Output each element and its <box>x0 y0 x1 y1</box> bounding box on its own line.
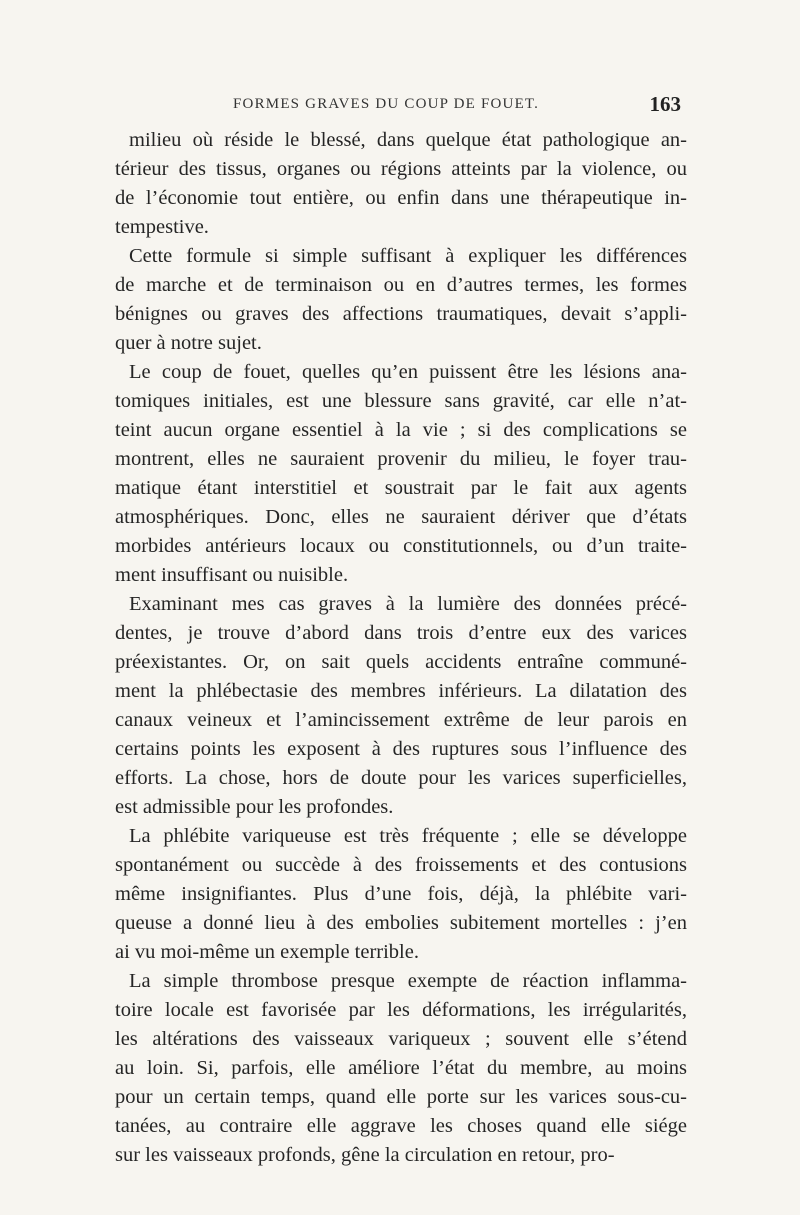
text-line: quer à notre sujet. <box>115 332 262 354</box>
text-line: milieu où réside le blessé, dans quelque état pathologique an- <box>129 129 687 151</box>
text-line: ment insuffisant ou nuisible. <box>115 564 349 586</box>
page-number: 163 <box>649 92 681 116</box>
text-line: au loin. Si, parfois, elle améliore l’état du membre, au moins <box>115 1057 687 1079</box>
text-line: morbides antérieurs locaux ou constitutionnels, ou d’un traite- <box>115 535 687 557</box>
text-line: dentes, je trouve d’abord dans trois d’entre eux des varices <box>115 622 687 644</box>
text-line: toire locale est favorisée par les déformations, les irrégularités, <box>115 999 687 1021</box>
text-line: certains points les exposent à des ruptures sous l’influence des <box>115 738 687 760</box>
text-line: queuse a donné lieu à des embolies subitement mortelles : j’en <box>115 912 687 934</box>
text-line: est admissible pour les profondes. <box>115 796 394 818</box>
text-line: La simple thrombose presque exempte de réaction inflamma- <box>129 970 687 992</box>
text-line: sur les vaisseaux profonds, gêne la circulation en retour, pro- <box>115 1144 615 1166</box>
text-line: canaux veineux et l’amincissement extrême de leur parois en <box>115 709 687 731</box>
text-line: tomiques initiales, est une blessure sans gravité, car elle n’at- <box>115 390 687 412</box>
text-line: préexistantes. Or, on sait quels accidents entraîne communé- <box>115 651 687 673</box>
text-line: spontanément ou succède à des froissements et des contusions <box>115 854 687 876</box>
text-line: matique étant interstitiel et soustrait par le fait aux agents <box>115 477 687 499</box>
body-text <box>115 126 687 1170</box>
text-line: La phlébite variqueuse est très fréquente ; elle se développe <box>129 825 687 847</box>
text-line: bénignes ou graves des affections traumatiques, devait s’appli- <box>115 303 687 325</box>
text-line: Le coup de fouet, quelles qu’en puissent être les lésions ana- <box>129 361 687 383</box>
text-line: térieur des tissus, organes ou régions atteints par la violence, ou <box>115 158 687 180</box>
text-line: atmosphériques. Donc, elles ne sauraient dériver que d’états <box>115 506 687 528</box>
text-line: teint aucun organe essentiel à la vie ; si des complications se <box>115 419 687 441</box>
text-line: tanées, au contraire elle aggrave les choses quand elle siége <box>115 1115 687 1137</box>
text-line: montrent, elles ne sauraient provenir du milieu, le foyer trau- <box>115 448 687 470</box>
text-line: ment la phlébectasie des membres inférieurs. La dilatation des <box>115 680 687 702</box>
page-header <box>115 94 685 120</box>
text-line: de l’économie tout entière, ou enfin dans une thérapeutique in- <box>115 187 687 209</box>
text-line: Cette formule si simple suffisant à expliquer les différences <box>129 245 687 267</box>
text-line: tempestive. <box>115 216 209 238</box>
text-line: efforts. La chose, hors de doute pour les varices superficielles, <box>115 767 687 789</box>
text-line: ai vu moi-même un exemple terrible. <box>115 941 419 963</box>
text-line: de marche et de terminaison ou en d’autres termes, les formes <box>115 274 687 296</box>
text-line: les altérations des vaisseaux variqueux ; souvent elle s’étend <box>115 1028 687 1050</box>
running-title: FORMES GRAVES DU COUP DE FOUET. <box>233 96 540 112</box>
text-line: Examinant mes cas graves à la lumière des données précé- <box>129 593 687 615</box>
text-line: même insignifiantes. Plus d’une fois, déjà, la phlébite vari- <box>115 883 687 905</box>
text-line: pour un certain temps, quand elle porte sur les varices sous-cu- <box>115 1086 687 1108</box>
